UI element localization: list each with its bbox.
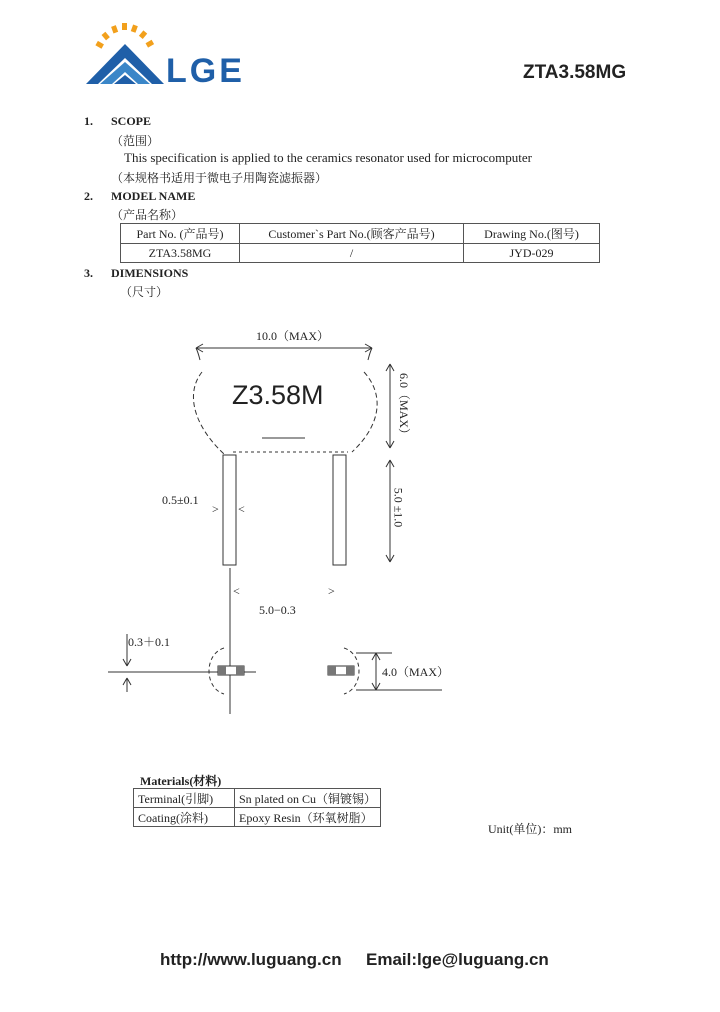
offset-label: 0.3＋0.1	[128, 635, 171, 649]
side-view-chips	[218, 666, 354, 675]
footer-email-link[interactable]: Email:lge@luguang.cn	[366, 950, 549, 969]
table-row	[134, 789, 381, 808]
table-cell: Epoxy Resin（环氧树脂）	[235, 808, 381, 827]
table-cell: Coating(涂料)	[134, 808, 235, 827]
section-title-dimensions-cn: （尺寸）	[120, 285, 169, 299]
logo-text: LGE	[166, 52, 245, 90]
footer-website-link[interactable]: http://www.luguang.cn	[160, 950, 342, 969]
section-number: 3.	[84, 266, 93, 280]
scope-text-cn: （本规格书适用于微电子用陶瓷滤振器）	[111, 171, 328, 185]
lead-arrow-right: <	[238, 502, 245, 516]
materials-title: Materials(材料)	[140, 774, 222, 788]
section-title-model-cn: （产品名称）	[111, 208, 184, 222]
table-cell: Sn plated on Cu（铜镀锡）	[235, 789, 381, 808]
scope-text-en: This specification is applied to the ceramics resonator used for microcomputer	[124, 150, 532, 165]
section-number: 2.	[84, 189, 93, 203]
height-dimension-label: 6.0（MAX）	[397, 372, 412, 441]
pitch-arrow-right: >	[328, 584, 335, 598]
model-name-table	[120, 223, 600, 263]
table-row	[134, 808, 381, 827]
materials-table	[133, 788, 381, 827]
table-cell: Terminal(引脚)	[134, 789, 235, 808]
section-title-scope: SCOPE	[111, 114, 152, 128]
body-marking: Z3.58M	[232, 380, 324, 410]
section-title-dimensions: DIMENSIONS	[111, 266, 189, 280]
table-header-cell: Customer`s Part No.(顾客产品号)	[240, 224, 464, 244]
section-title-model: MODEL NAME	[111, 189, 196, 203]
pitch-arrow-left: <	[233, 584, 240, 598]
pitch-label: 5.0−0.3	[259, 603, 296, 617]
logo-mark-icon	[86, 23, 164, 84]
table-header-cell: Drawing No.(图号)	[464, 224, 600, 244]
table-cell: ZTA3.58MG	[121, 244, 240, 263]
section-title-scope-cn: （范围）	[111, 134, 160, 148]
table-cell: JYD-029	[464, 244, 600, 263]
table-cell: /	[240, 244, 464, 263]
unit-label: Unit(单位)：mm	[488, 822, 572, 836]
part-number-title: ZTA3.58MG	[523, 62, 627, 83]
lead-diameter-label: 0.5±0.1	[162, 493, 199, 507]
section-number: 1.	[84, 114, 93, 128]
lead-arrow-left: >	[212, 502, 219, 516]
lead-length-label: 5.0 ±1.0	[391, 487, 406, 528]
table-row	[121, 244, 600, 263]
width-dimension-label: 10.0（MAX）	[256, 329, 330, 343]
thickness-label: 4.0（MAX）	[382, 665, 450, 679]
table-header-cell: Part No. (产品号)	[121, 224, 240, 244]
table-header-row	[121, 224, 600, 244]
